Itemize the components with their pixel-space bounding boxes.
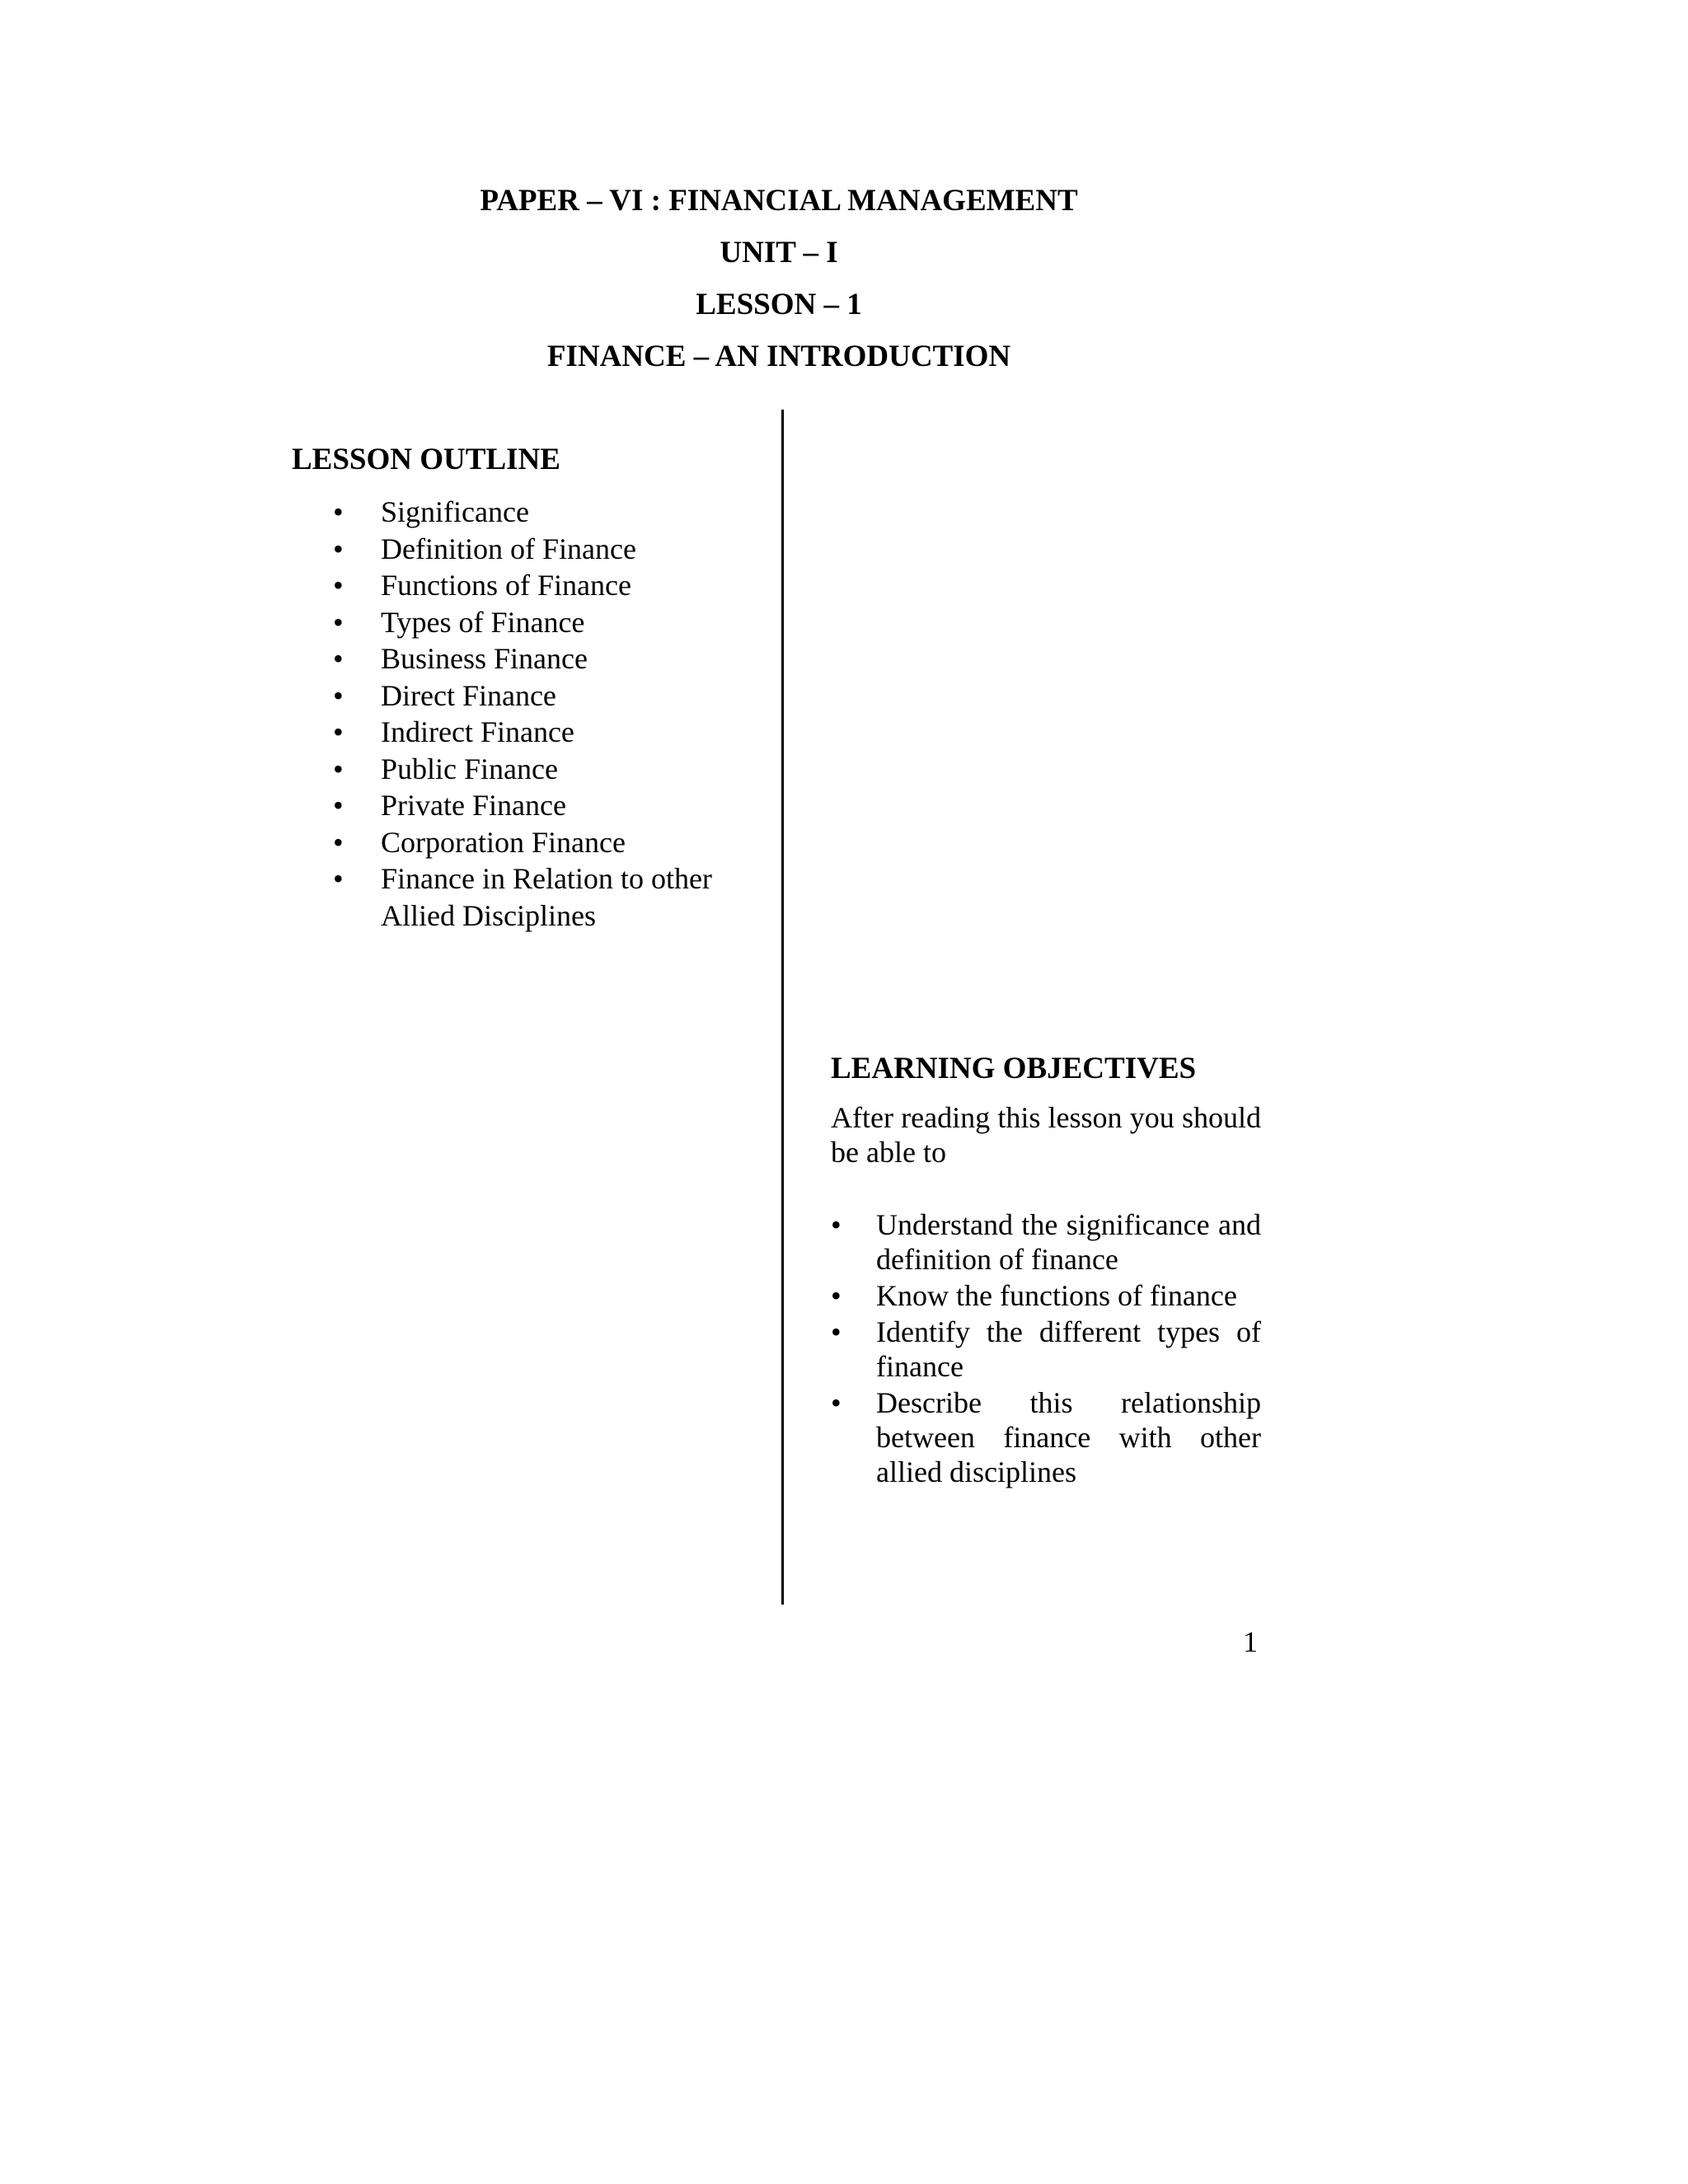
outline-item: • Corporation Finance xyxy=(292,824,737,861)
lesson-title: FINANCE – AN INTRODUCTION xyxy=(546,340,1011,373)
outline-item: • Functions of Finance xyxy=(292,567,737,604)
outline-item: • Types of Finance xyxy=(292,604,737,641)
lesson-outline-list xyxy=(292,494,737,934)
lesson-outline-heading: LESSON OUTLINE xyxy=(292,443,560,476)
learning-objectives-list xyxy=(831,1207,1261,1491)
unit-heading: UNIT – I xyxy=(720,236,838,269)
outline-item: • Indirect Finance xyxy=(292,714,737,751)
outline-item: • Business Finance xyxy=(292,640,737,677)
learning-objectives-intro: After reading this lesson you should be able to xyxy=(831,1101,1261,1169)
outline-item: • Significance xyxy=(292,494,737,531)
objective-item: • Describe this relationship between finance with other allied disciplines xyxy=(831,1385,1261,1489)
learning-objectives-heading: LEARNING OBJECTIVES xyxy=(831,1052,1197,1085)
outline-item: • Private Finance xyxy=(292,787,737,824)
page-number: 1 xyxy=(1243,1625,1258,1658)
outline-item: • Definition of Finance xyxy=(292,531,737,568)
outline-item: • Finance in Relation to other Allied Disciplines xyxy=(292,860,737,934)
objective-item: • Identify the different types of finance xyxy=(831,1315,1261,1384)
outline-item: • Public Finance xyxy=(292,751,737,788)
outline-item: • Direct Finance xyxy=(292,677,737,715)
objective-item: • Know the functions of finance xyxy=(831,1278,1261,1313)
paper-title: PAPER – VI : FINANCIAL MANAGEMENT xyxy=(480,184,1078,218)
column-divider xyxy=(781,410,784,1605)
objective-item: • Understand the significance and definition of finance xyxy=(831,1207,1261,1277)
lesson-heading: LESSON – 1 xyxy=(696,288,862,321)
